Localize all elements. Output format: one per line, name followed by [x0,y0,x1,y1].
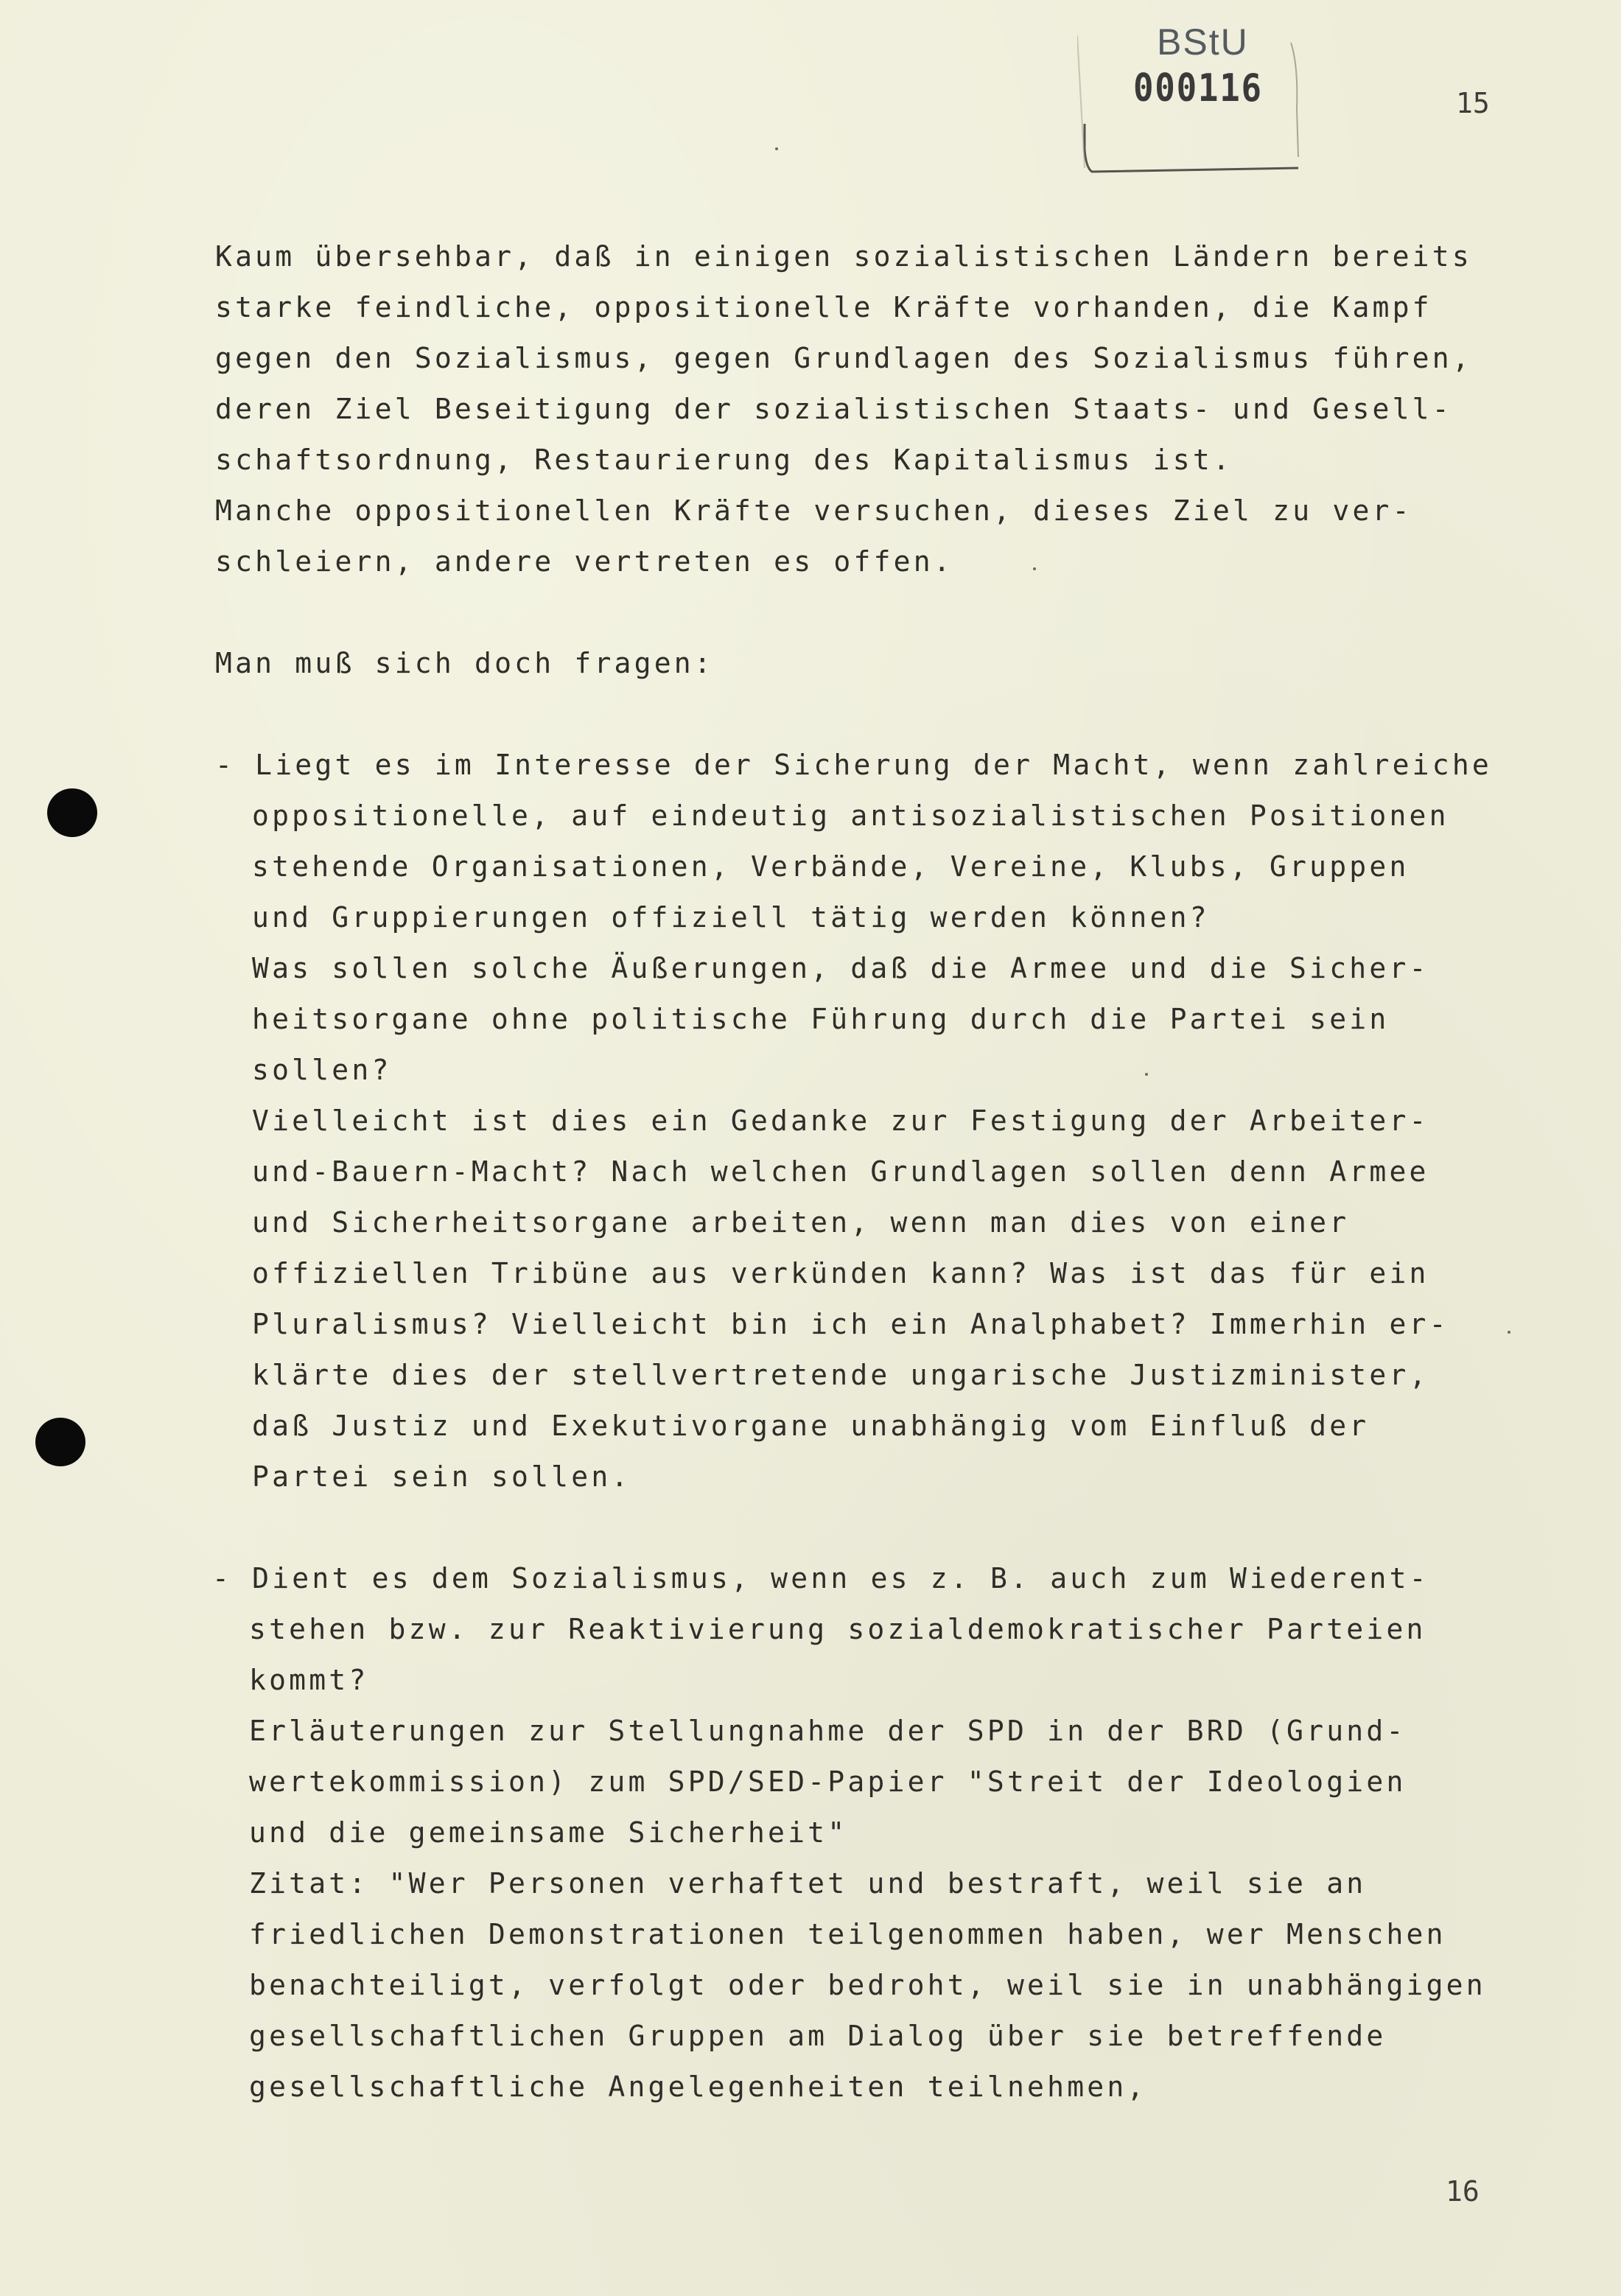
list-item-line: stehen bzw. zur Reaktivierung sozialdemokratischer Parteien [249,1613,1426,1645]
list-item-line: - Dient es dem Sozialismus, wenn es z. B. auch zum Wiederent- [212,1562,1429,1595]
text-line: starke feindliche, oppositionelle Kräfte vorhanden, die Kampf [215,291,1432,323]
page-number-top: 15 [1456,87,1490,119]
list-item-line: Erläuterungen zur Stellungnahme der SPD in der BRD (Grund- [249,1715,1407,1747]
text-line: deren Ziel Beseitigung der sozialistischen Staats- und Gesell- [215,393,1452,425]
list-item-line: kommt? [249,1664,369,1696]
paper-speck [1145,1073,1148,1076]
list-item-line: - Liegt es im Interesse der Sicherung der Macht, wenn zahlreiche [215,749,1492,781]
list-item-line: Zitat: "Wer Personen verhaftet und bestraft, weil sie an [249,1867,1367,1900]
archive-stamp [1077,21,1357,175]
list-item-line: wertekommission) zum SPD/SED-Papier "Streit der Ideologien [249,1765,1407,1798]
text-line: schleiern, andere vertreten es offen. [215,545,953,578]
text-line: schaftsordnung, Restaurierung des Kapitalismus ist. [215,444,1233,476]
list-item-line: und Gruppierungen offiziell tätig werden können? [252,901,1210,934]
list-item-line: daß Justiz und Exekutivorgane unabhängig vom Einfluß der [252,1410,1370,1442]
list-item-line: klärte dies der stellvertretende ungarische Justizminister, [252,1359,1429,1391]
list-item-line: stehende Organisationen, Verbände, Vereine, Klubs, Gruppen [252,850,1410,883]
list-item-line: Partei sein sollen. [252,1460,631,1493]
punch-hole-upper [47,788,97,837]
list-item-line: Vielleicht ist dies ein Gedanke zur Festigung der Arbeiter- [252,1105,1429,1137]
text-line: Manche oppositionellen Kräfte versuchen, dieses Ziel zu ver- [215,494,1412,527]
list-item-line: Was sollen solche Äußerungen, daß die Armee und die Sicher- [252,952,1429,984]
list-item-line: friedlichen Demonstrationen teilgenommen haben, wer Menschen [249,1918,1446,1950]
list-item-line: und-Bauern-Macht? Nach welchen Grundlagen sollen denn Armee [252,1155,1429,1188]
list-item-line: sollen? [252,1054,392,1086]
list-item-line: gesellschaftliche Angelegenheiten teilnehmen, [249,2071,1147,2103]
list-item-line: benachteiligt, verfolgt oder bedroht, weil sie in unabhängigen [249,1969,1486,2001]
list-item-line: und Sicherheitsorgane arbeiten, wenn man dies von einer [252,1206,1350,1239]
list-item-line: oppositionelle, auf eindeutig antisozialistischen Positionen [252,799,1449,832]
paper-speck [775,147,778,150]
list-item-line: und die gemeinsame Sicherheit" [249,1816,848,1849]
text-line: gegen den Sozialismus, gegen Grundlagen des Sozialismus führen, [215,342,1472,374]
list-item-line: Pluralismus? Vielleicht bin ich ein Analphabet? Immerhin er- [252,1308,1449,1340]
list-item-line: gesellschaftlichen Gruppen am Dialog über sie betreffende [249,2020,1387,2052]
paper-speck [1033,567,1036,570]
punch-hole-lower [35,1418,85,1466]
paper-speck [1508,1331,1510,1334]
stamp-document-number: 000116 [1133,66,1263,111]
list-item-line: heitsorgane ohne politische Führung durch die Partei sein [252,1003,1390,1035]
page-number-bottom: 16 [1446,2175,1480,2208]
stamp-agency-label: BStU [1157,21,1249,63]
list-item-line: offiziellen Tribüne aus verkünden kann? Was ist das für ein [252,1257,1429,1289]
text-line: Man muß sich doch fragen: [215,647,714,679]
text-line: Kaum übersehbar, daß in einigen sozialistischen Ländern bereits [215,240,1472,273]
